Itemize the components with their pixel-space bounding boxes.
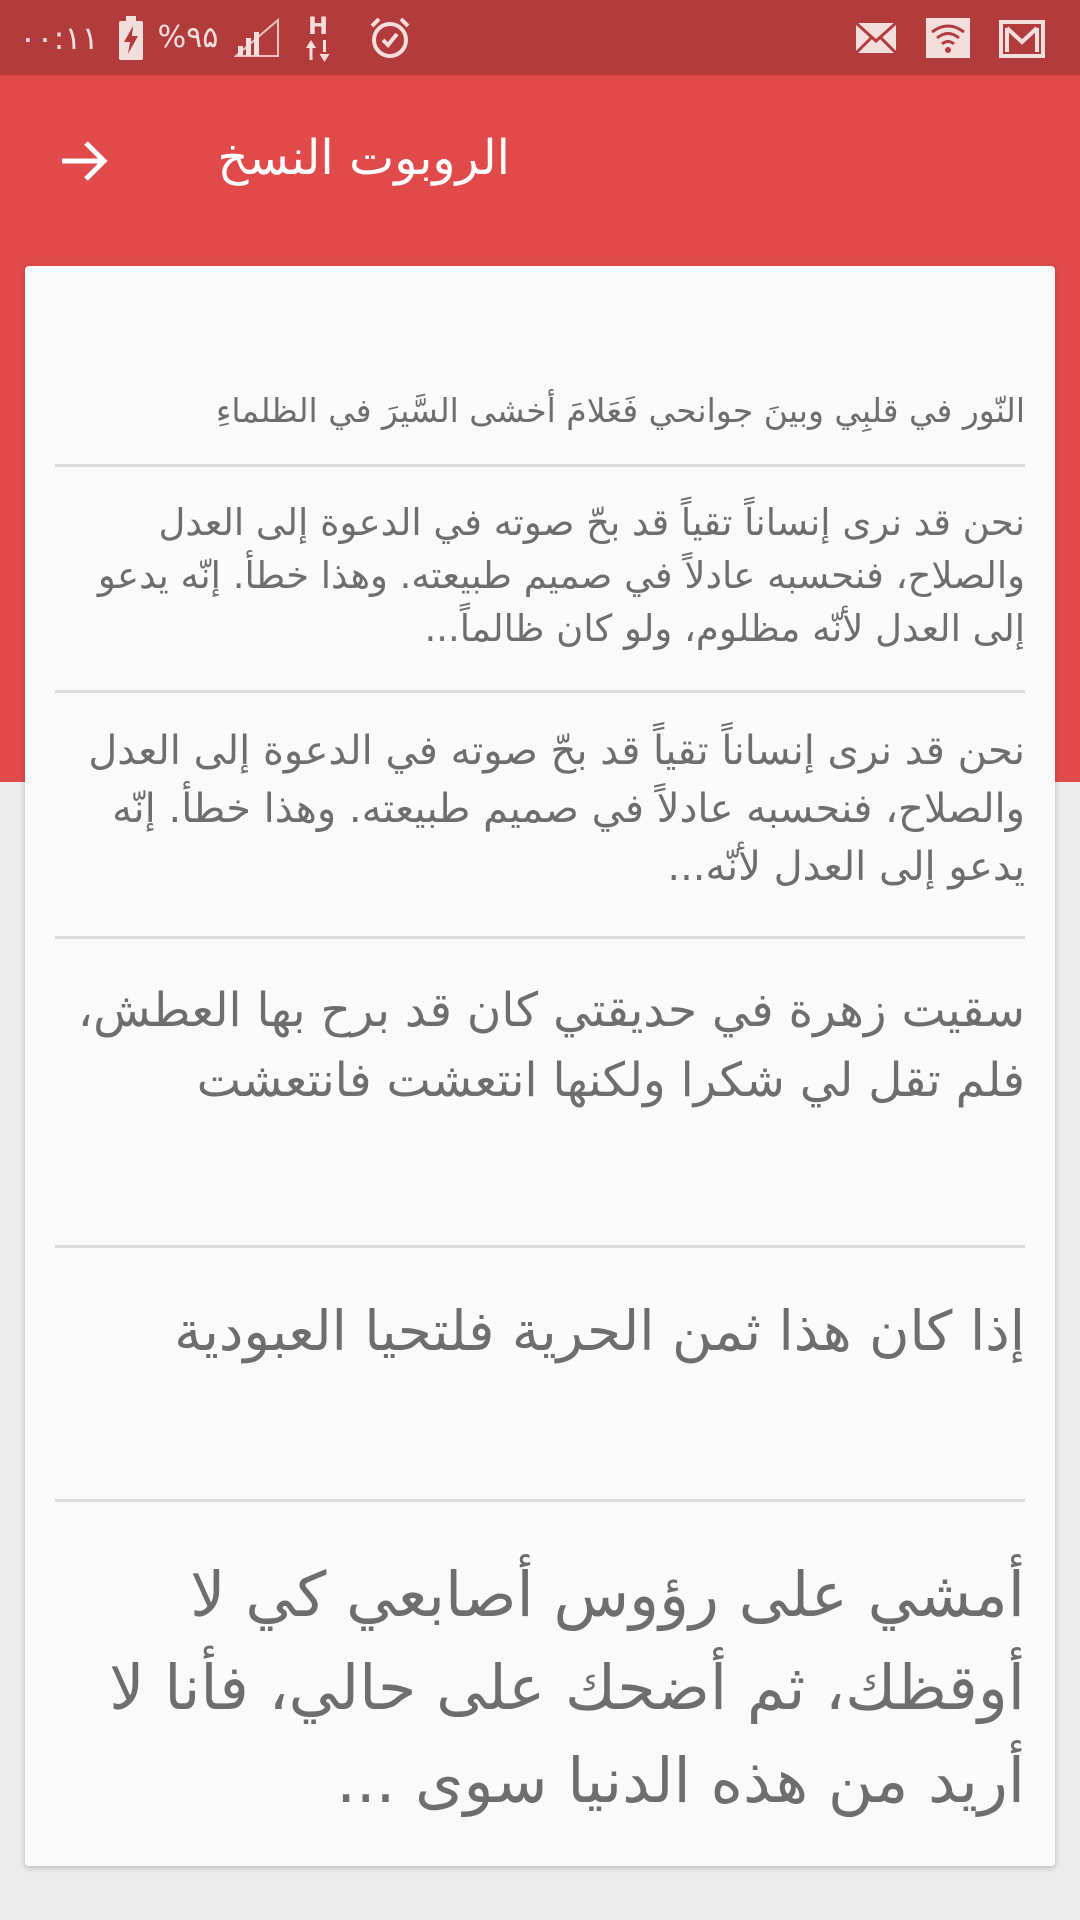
quotes-card <box>25 266 1055 1866</box>
quote-item[interactable]: نحن قد نرى إنساناً تقياً قد بحّ صوته في الدعوة إلى العدل والصلاح، فنحسبه عادلاً في صميم طبيعته. وهذا خطأ. إنّه يدعو إلى العدل لأنّه... <box>88 728 1025 890</box>
quote-item[interactable]: النّور في قلبِي وبينَ جوانحي فَعَلامَ أخشى السَّيرَ في الظلماءِ <box>215 391 1025 430</box>
divider <box>55 690 1025 693</box>
signal-icon <box>232 0 282 75</box>
battery-charging-icon <box>114 0 148 75</box>
clock: ۰۰:۱۱ <box>19 18 99 57</box>
quote-item[interactable]: سقيت زهرة في حديقتي كان قد برح بها العطش، فلم تقل لي شكرا ولكنها انتعشت فانتعشت <box>77 983 1025 1108</box>
divider <box>55 936 1025 939</box>
quote-item[interactable]: أمشي على رؤوس أصابعي كي لا أوقظك، ثم أضحك على حالي، فأنا لا أريد من هذه الدنيا سوى ... <box>109 1558 1025 1817</box>
quote-item[interactable]: إذا كان هذا ثمن الحرية فلتحيا العبودية <box>174 1299 1025 1363</box>
divider <box>55 1499 1025 1502</box>
mail-icon <box>850 0 902 75</box>
wifi-icon <box>922 0 974 75</box>
arrow-right-icon <box>56 133 112 193</box>
status-bar <box>0 0 1080 75</box>
divider <box>55 464 1025 467</box>
app-title: الروبوت النسخ <box>217 130 510 186</box>
back-button[interactable] <box>46 125 122 201</box>
data-arrows-icon <box>300 0 336 75</box>
svg-text:H: H <box>307 11 329 40</box>
divider <box>55 1245 1025 1248</box>
gmail-icon <box>996 0 1048 75</box>
alarm-icon <box>364 0 416 75</box>
quote-item[interactable]: نحن قد نرى إنساناً تقياً قد بحّ صوته في الدعوة إلى العدل والصلاح، فنحسبه عادلاً في صميم طبيعته. وهذا خطأ. إنّه يدعو إلى العدل لأنّه مظلوم، ولو كان ظالماً... <box>97 501 1025 650</box>
battery-percent: %۹۵ <box>157 20 219 55</box>
